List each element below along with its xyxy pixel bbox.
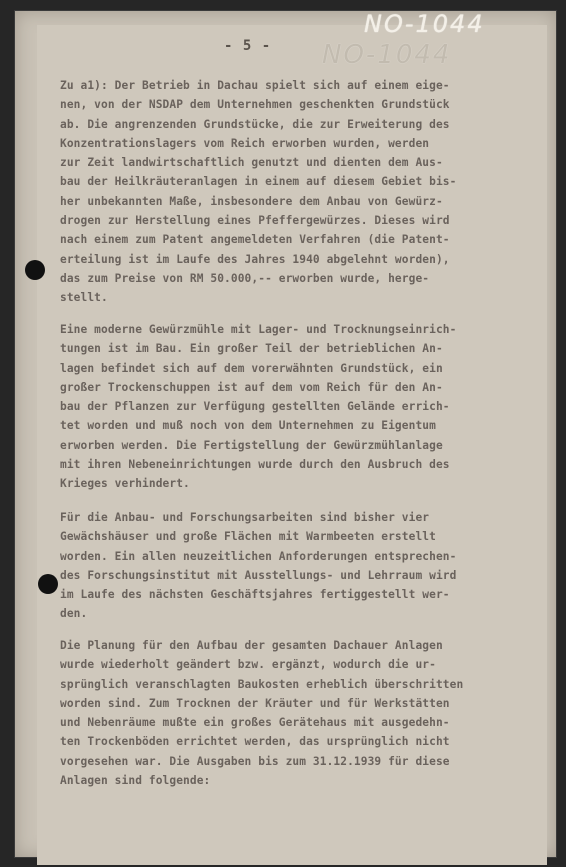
reference-number-ghost: NO-1044 [322,40,452,70]
reference-number: NO-1044 [364,10,485,38]
text-line: ab. Die angrenzenden Grundstücke, die zur Erweiterung des [60,117,450,131]
text-line: zur Zeit landwirtschaftlich genutzt und dienten dem Aus- [60,156,443,170]
text-line: Eine moderne Gewürzmühle mit Lager- und Trocknungseinrich- [60,323,457,336]
text-line: großer Trockenschuppen ist auf dem vom Reich für den An- [60,380,443,394]
text-line: des Forschungsinstitut mit Ausstellungs- und Lehrraum wird [60,568,457,582]
text-line: worden. Ein allen neuzeitlichen Anforderungen entsprechen- [60,549,457,563]
text-line: her unbekannten Maße, insbesondere dem Anbau von Gewürz- [60,194,443,208]
text-line: Gewächshäuser und große Flächen mit Warmbeeten erstellt [60,530,436,544]
text-line: worden sind. Zum Trocknen der Kräuter und für Werkstätten [60,696,450,710]
paragraph [60,636,530,790]
page-number: - 5 - [224,38,272,54]
text-line: erworben werden. Die Fertigstellung der Gewürzmühlanlage [60,438,443,452]
text-line: lagen befindet sich auf dem vorerwähnten Grundstück, ein [60,361,443,375]
text-line: Zu a1): Der Betrieb in Dachau spielt sich auf einem eige- [60,79,450,92]
paragraph [60,508,530,624]
text-line: vorgesehen war. Die Ausgaben bis zum 31.12.1939 für diese [60,754,450,768]
text-line: den. [60,607,88,621]
text-line: mit ihren Nebeneinrichtungen wurde durch den Ausbruch des [60,458,450,472]
paragraph [60,320,530,494]
punch-hole [25,260,45,280]
text-line: sprünglich veranschlagten Baukosten erheblich überschritten [60,677,464,691]
text-line: nach einem zum Patent angemeldeten Verfahren (die Patent- [60,233,450,247]
text-line: Für die Anbau- und Forschungsarbeiten sind bisher vier [60,511,430,524]
paragraph [60,76,530,308]
text-line: bau der Pflanzen zur Verfügung gestellten Gelände errich- [60,400,450,414]
text-line: tungen ist im Bau. Ein großer Teil der betrieblichen An- [60,342,443,356]
text-line: drogen zur Herstellung eines Pfeffergewürzes. Dieses wird [60,214,450,228]
text-line: das zum Preise von RM 50.000,-- erworben wurde, herge- [60,271,430,285]
text-line: bau der Heilkräuteranlagen in einem auf diesem Gebiet bis- [60,175,457,189]
text-line: erteilung ist im Laufe des Jahres 1940 abgelehnt worden), [60,252,450,266]
punch-hole [38,574,58,594]
text-line: Konzentrationslagers vom Reich erworben wurden, werden [60,136,430,150]
text-line: Krieges verhindert. [60,477,190,491]
text-line: Anlagen sind folgende: [60,774,211,788]
text-line: tet worden und muß noch von dem Unternehmen zu Eigentum [60,419,436,433]
text-line: wurde wiederholt geändert bzw. ergänzt, wodurch die ur- [60,658,436,672]
text-line: Die Planung für den Aufbau der gesamten Dachauer Anlagen [60,639,443,652]
text-line: ten Trockenböden errichtet werden, das ursprünglich nicht [60,735,450,749]
text-line: und Nebenräume mußte ein großes Gerätehaus mit ausgedehn- [60,716,450,730]
text-line: stellt. [60,291,108,305]
text-line: nen, von der NSDAP dem Unternehmen geschenkten Grundstück [60,98,450,112]
text-line: im Laufe des nächsten Geschäftsjahres fertiggestellt wer- [60,588,450,602]
